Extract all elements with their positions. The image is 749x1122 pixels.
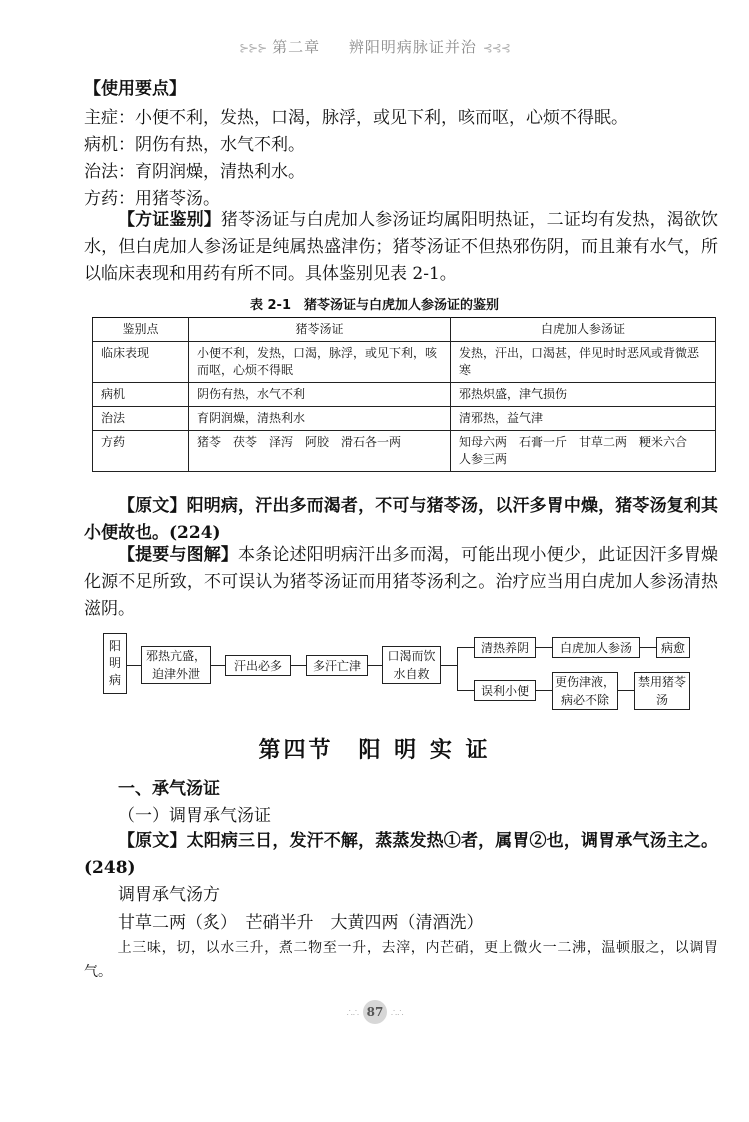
original-text: 太阳病三日，发汗不解，蒸蒸发热①者，属胃②也，调胃承气汤主之。(248) <box>84 831 719 878</box>
formula-ingredients: 甘草二两（炙） 芒硝半升 大黄四两（清酒洗） <box>118 913 484 933</box>
flow-connector <box>368 665 382 666</box>
original-text-224 <box>84 493 718 547</box>
running-header <box>0 36 749 57</box>
original-text-248 <box>84 828 718 882</box>
flow-box-clear-heat: 清热养阴 <box>474 637 536 658</box>
section-title: 第四节 阳 明 实 证 <box>258 737 491 763</box>
table-cell: 知母六两 石膏一斤 甘草二两 粳米六合 人参三两 <box>451 431 716 472</box>
flow-connector <box>457 647 474 648</box>
table-cell: 邪热炽盛，津气损伤 <box>451 383 716 407</box>
table-row <box>93 431 716 472</box>
original-label: 【原文】 <box>118 831 187 851</box>
table-cell: 治法 <box>93 407 189 431</box>
flow-box-baihu: 白虎加人参汤 <box>552 637 640 658</box>
table-header-cell: 鉴别点 <box>93 318 189 342</box>
table-row <box>93 383 716 407</box>
table-caption: 表 2-1 猪苓汤证与白虎加人参汤证的鉴别 <box>249 298 499 313</box>
differentiation-paragraph <box>84 207 718 288</box>
subsubsection-title: （一）调胃承气汤证 <box>118 806 271 826</box>
flow-box-thirst: 口渴而饮水自救 <box>382 646 441 684</box>
flow-box-fluid-loss: 多汗亡津 <box>306 655 368 676</box>
differentiation-text: 猪苓汤证与白虎加人参汤证均属阳明热证，二证均有发热，渴欲饮水，但白虎加人参汤证是纯属热盛津伤；猪苓汤证不但热邪伤阴，而且兼有水气，所以临床表现和用药有所不同。具体鉴别见表 2-1。 <box>84 210 719 284</box>
flow-connector <box>536 690 552 691</box>
table-cell: 清邪热，益气津 <box>451 407 716 431</box>
original-text: 阳明病，汗出多而渴者，不可与猪苓汤，以汗多胃中燥，猪苓汤复利其小便故也。(224) <box>84 496 719 543</box>
formula-name: 调胃承气汤方 <box>118 885 220 905</box>
flow-box-contraindicated: 禁用猪苓汤 <box>634 672 690 710</box>
flow-connector <box>211 665 225 666</box>
flow-connector <box>291 665 306 666</box>
chapter-title: 辨阳明病脉证并治 <box>348 38 477 56</box>
table-cell: 阴伤有热，水气不利 <box>189 383 451 407</box>
flow-connector <box>127 665 141 666</box>
table-cell: 小便不利，发热，口渴，脉浮，或见下利，咳而呕，心烦不得眠 <box>189 342 451 383</box>
table-header-cell: 白虎加人参汤证 <box>451 318 716 342</box>
usage-treatment: 治法：育阴润燥，清热利水。 <box>84 162 305 182</box>
explanation-paragraph <box>84 542 718 623</box>
table-row <box>93 407 716 431</box>
usage-heading: 【使用要点】 <box>84 79 186 99</box>
table-cell: 猪苓 茯苓 泽泻 阿胶 滑石各一两 <box>189 431 451 472</box>
page-ornament-right: ∴∴ <box>390 1008 404 1019</box>
usage-pathogenesis: 病机：阴伤有热，水气不利。 <box>84 135 305 155</box>
comparison-table <box>92 317 716 472</box>
table-header-cell: 猪苓汤证 <box>189 318 451 342</box>
table-cell: 发热，汗出，口渴甚，伴见时时恶风或背微恶寒 <box>451 342 716 383</box>
header-ornament-right: ⊰⊰⊰ <box>482 41 510 55</box>
explanation-text: 本条论述阳明病汗出多而渴，可能出现小便少，此证因汗多胃燥化源不足所致，不可误认为猪苓汤证而用猪苓汤利之。治疗应当用白虎加人参汤清热滋阴。 <box>84 545 719 619</box>
flow-connector <box>441 665 457 666</box>
chapter-label: 第二章 <box>272 38 321 56</box>
table-row <box>93 342 716 383</box>
page-number-badge: 87 <box>363 1000 387 1024</box>
usage-formula: 方药：用猪苓汤。 <box>84 189 220 209</box>
flow-box-heat: 邪热亢盛，迫津外泄 <box>141 646 211 684</box>
table-cell: 育阴润燥，清热利水 <box>189 407 451 431</box>
table-cell: 方药 <box>93 431 189 472</box>
flow-box-worse: 更伤津液，病必不除 <box>552 672 618 710</box>
flow-box-wrong-diuresis: 误利小便 <box>474 680 536 701</box>
table-cell: 临床表现 <box>93 342 189 383</box>
flow-connector <box>618 690 634 691</box>
flow-start-box: 阳明病 <box>103 633 127 694</box>
flow-connector <box>640 647 656 648</box>
usage-main-symptom: 主症：小便不利，发热，口渴，脉浮，或见下利，咳而呕，心烦不得眠。 <box>84 108 628 128</box>
flow-connector <box>457 690 474 691</box>
page-ornament-left: ∴∴ <box>346 1008 360 1019</box>
header-ornament-left: ⊱⊱⊱ <box>239 41 267 55</box>
flow-box-cured: 病愈 <box>656 637 690 658</box>
original-label: 【原文】 <box>118 496 187 516</box>
subsection-title: 一、承气汤证 <box>118 779 220 799</box>
flow-connector <box>536 647 552 648</box>
formula-method: 上三味，切，以水三升，煮二物至一升，去滓，内芒硝，更上微火一二沸，温顿服之，以调胃气。 <box>84 940 718 980</box>
table-cell: 病机 <box>93 383 189 407</box>
explanation-label: 【提要与图解】 <box>118 545 239 565</box>
differentiation-label: 【方证鉴别】 <box>118 210 221 230</box>
table-header-row <box>93 318 716 342</box>
page-number <box>340 1000 410 1024</box>
flow-connector <box>457 647 458 691</box>
flow-box-sweat: 汗出必多 <box>225 655 291 676</box>
